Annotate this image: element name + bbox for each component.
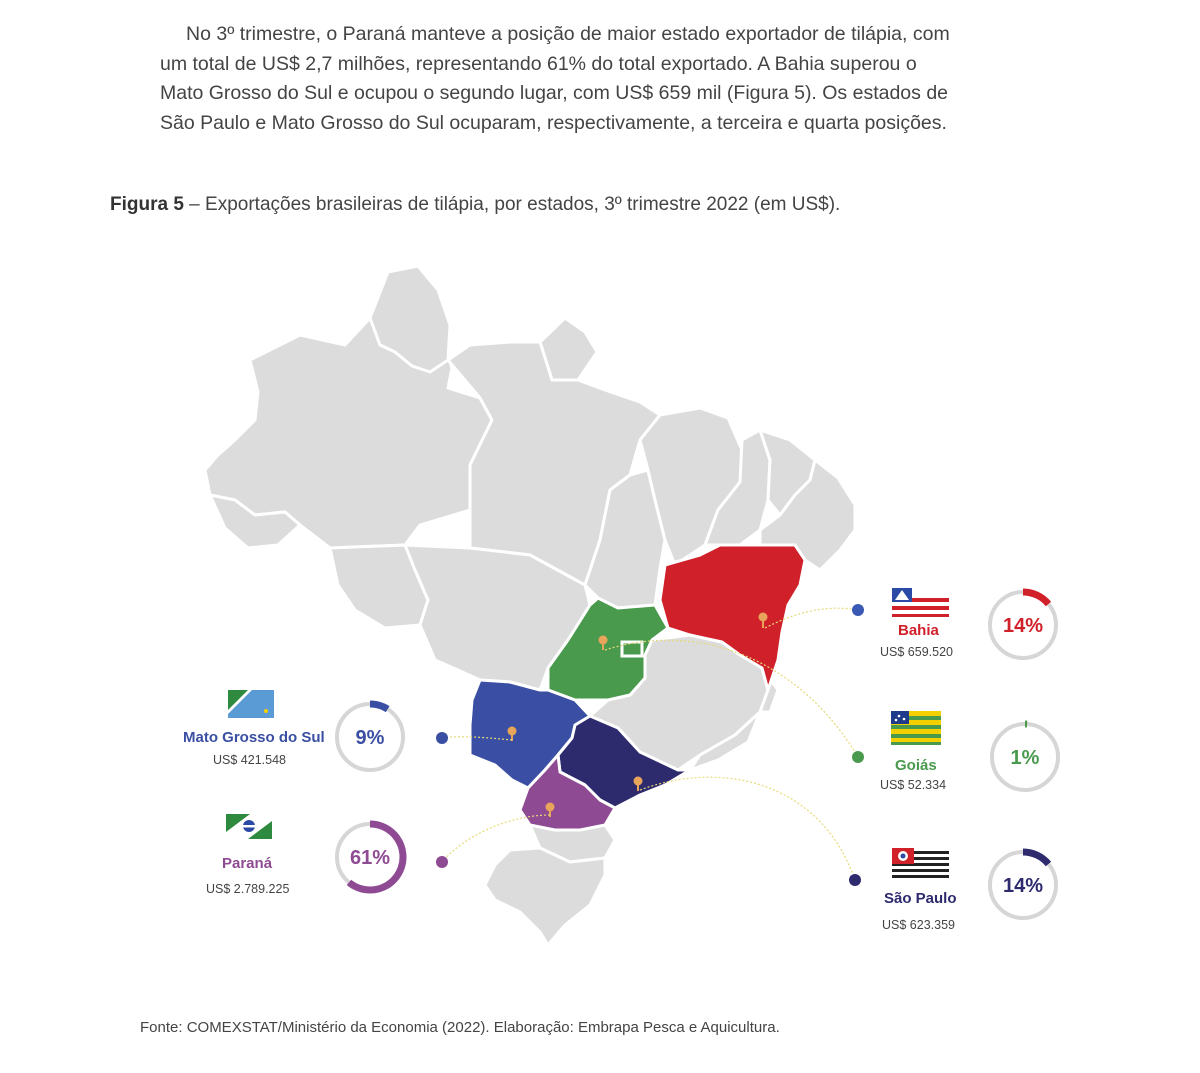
- mato-grosso-do-sul-flag-icon: [228, 690, 274, 718]
- goias-flag-icon: [891, 711, 941, 745]
- figure-label: Figura 5: [110, 194, 184, 215]
- bullet-parana: [436, 856, 448, 868]
- paragraph-line: Mato Grosso do Sul e ocupou o segundo lugar, com US$ 659 mil (Figura 5). Os estados de: [160, 82, 949, 104]
- donut-arc-bahia: [1023, 592, 1048, 604]
- label-mato-grosso-do-sul: Mato Grosso do Sul: [183, 729, 325, 746]
- value-bahia: US$ 659.520: [880, 645, 953, 659]
- donut-label-sao-paulo: 14%: [1002, 875, 1044, 897]
- bullet-bahia: [852, 604, 864, 616]
- figure-caption-text: – Exportações brasileiras de tilápia, por estados, 3º trimestre 2022 (em US$).: [183, 194, 841, 215]
- state-rio-grande-do-sul: [485, 848, 605, 945]
- bullet-mato-grosso-do-sul: [436, 732, 448, 744]
- label-bahia: Bahia: [898, 622, 939, 639]
- bullet-goias: [852, 751, 864, 763]
- connector-sao-paulo: [640, 777, 855, 880]
- donut-label-goias: 1%: [1010, 747, 1040, 769]
- bullet-sao-paulo: [849, 874, 861, 886]
- donut-label-parana: 61%: [349, 847, 391, 869]
- donut-arc-sao-paulo: [1023, 852, 1048, 864]
- parana-flag-icon: [226, 814, 272, 839]
- paragraph-line: um total de US$ 2,7 milhões, representando 61% do total exportado. A Bahia superou o: [160, 52, 917, 75]
- donut-label-mato-grosso-do-sul: 9%: [355, 727, 385, 749]
- value-parana: US$ 2.789.225: [206, 882, 290, 896]
- donut-arc-mato-grosso-do-sul: [370, 704, 388, 709]
- paragraph-line: São Paulo e Mato Grosso do Sul ocuparam, respectivamente, a terceira e quarta posições.: [160, 111, 947, 134]
- value-sao-paulo: US$ 623.359: [882, 918, 955, 932]
- donut-label-bahia: 14%: [1002, 615, 1044, 637]
- federal-district: [622, 642, 642, 656]
- value-goias: US$ 52.334: [880, 778, 947, 792]
- label-sao-paulo: São Paulo: [884, 890, 957, 907]
- bahia-flag-icon: [892, 588, 949, 617]
- paragraph-line: No 3º trimestre, o Paraná manteve a posição de maior estado exportador de tilápia, com: [186, 23, 950, 45]
- label-parana: Paraná: [222, 855, 273, 872]
- sao-paulo-flag-icon: [892, 848, 949, 882]
- value-mato-grosso-do-sul: US$ 421.548: [213, 753, 286, 767]
- source-note: Fonte: COMEXSTAT/Ministério da Economia (2022). Elaboração: Embrapa Pesca e Aquicultura.: [140, 1019, 780, 1036]
- label-goias: Goiás: [895, 757, 937, 774]
